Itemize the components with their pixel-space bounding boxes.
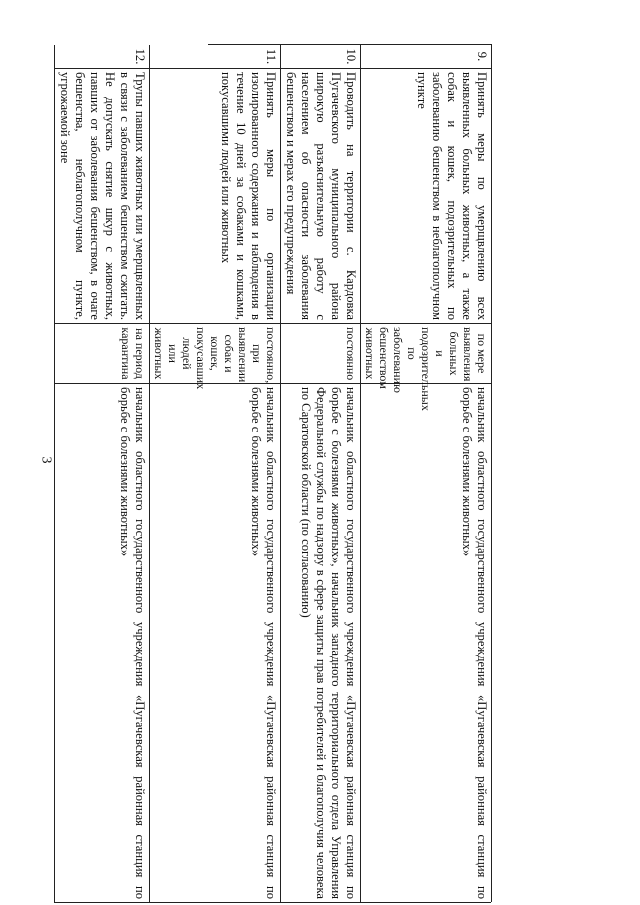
rotated-table-frame xyxy=(58,44,492,902)
page-number: 3 xyxy=(38,456,54,464)
row-number: 12. xyxy=(54,45,149,69)
row-number: 10. xyxy=(280,45,360,69)
row-number: 9. xyxy=(360,45,491,69)
measure-text: Принять меры по организации изолированного содержания и наблюдения в течение 10 дней за собаками и кошками, покусавшими людей или животных xyxy=(149,69,280,324)
term-text: на период карантина xyxy=(54,324,149,384)
responsible-text: начальник областного государственного учреждения «Пугачевская районная станция по борьбе с болезнями животных» xyxy=(149,384,280,903)
measure-text: Трупы павших животных или умерщвленных в связи с заболеванием бешенством сжигать. Не допускать снятие шкур с животных, павших от заболевания бешенством, в очаге бешенства, неблагополучном пункте, угрожаемой зоне xyxy=(54,69,149,324)
term-text: постоянно xyxy=(280,324,360,384)
responsible-text: начальник областного государственного учреждения «Пугачевская районная станция по борьбе с болезнями животных» xyxy=(54,384,149,903)
term-text: по мере выявления больных и подозрительных по заболеванию бешенством животных xyxy=(360,324,491,384)
measure-text: Проводить на территории с. Кардовка Пугачевского муниципального района широкую разъяснительную работу с населением об опасности заболевания бешенством и мерах его предупреждения xyxy=(280,69,360,324)
measure-text: Принять меры по умерщвлению всех выявленных больных животных, а также собак и кошек, подозрительных по заболеванию бешенством в неблагополучном пункте xyxy=(360,69,491,324)
responsible-text: начальник областного государственного учреждения «Пугачевская районная станция по борьбе с болезнями животных», начальник западного территориального отдела Управления Федеральной службы по надзору в сфере защиты прав потребителей и благополучия человека по Саратовской области (по согласованию) xyxy=(280,384,360,903)
row-number: 11. xyxy=(149,45,280,69)
responsible-text: начальник областного государственного учреждения «Пугачевская районная станция по борьбе с болезнями животных» xyxy=(360,384,491,903)
term-text: постоянно, при выявлении собак и кошек, покусавших людей или животных xyxy=(149,324,280,384)
measures-table xyxy=(58,44,492,902)
